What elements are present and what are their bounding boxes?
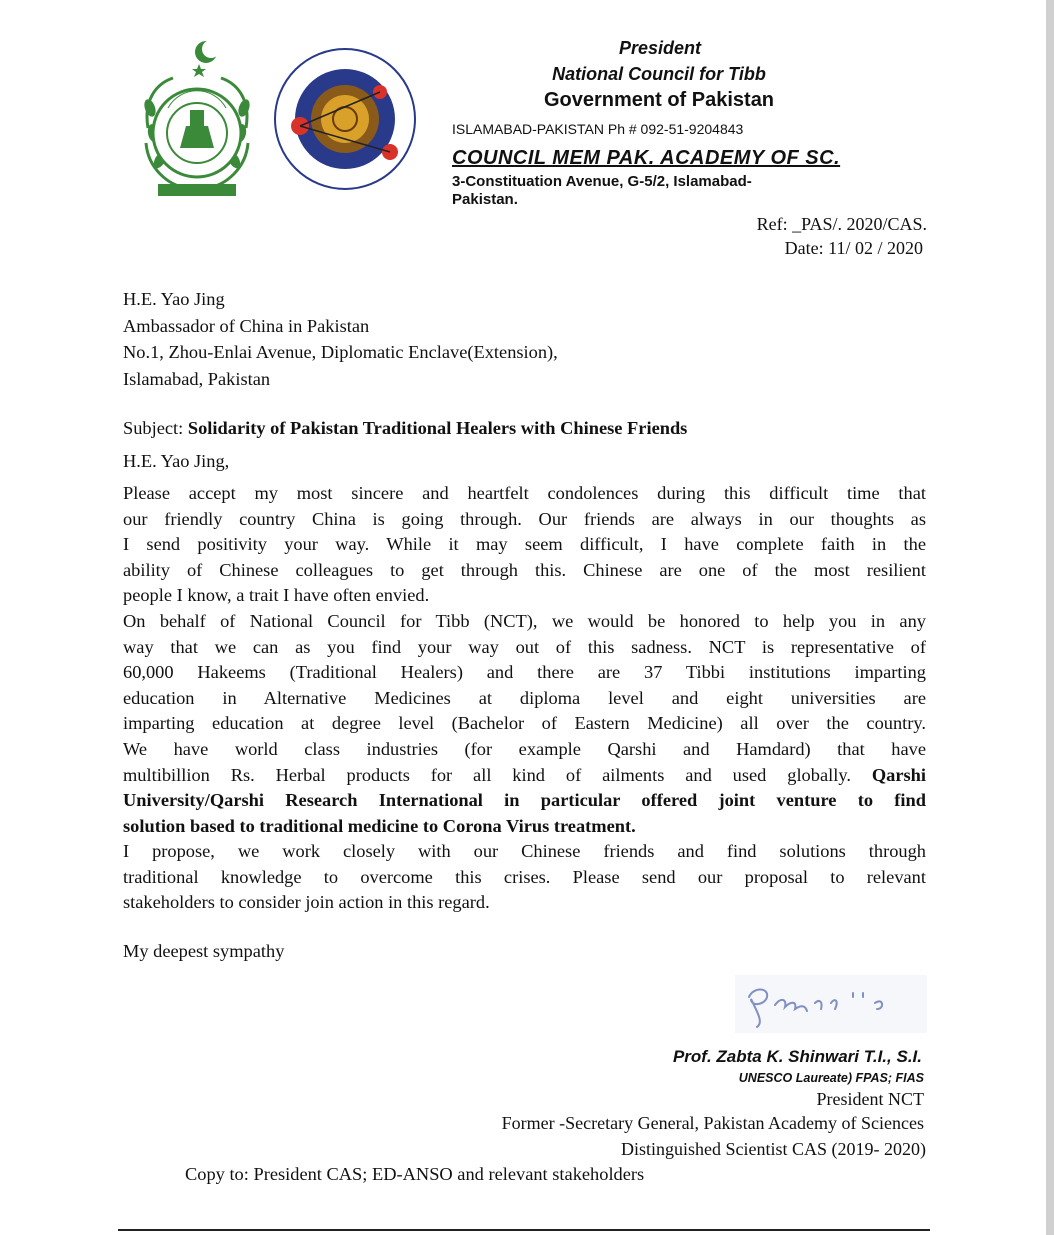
para1-line: I send positivity your way. While it may seem difficult, I have complete faith in the (123, 534, 926, 555)
para2-line: solution based to traditional medicine to Corona Virus treatment. (123, 815, 636, 836)
signatory-name: Prof. Zabta K. Shinwari T.I., S.I. (672, 1047, 922, 1066)
letterhead-title: President (618, 38, 702, 58)
nct-emblem-logo (128, 38, 266, 198)
para2-line: 60,000 Hakeems (Traditional Healers) and there are 37 Tibbi institutions imparting (123, 662, 926, 683)
para2-qarshi-word: Qarshi (871, 764, 926, 785)
copy-to-line: Copy to: President CAS; ED-ANSO and relevant stakeholders (185, 1164, 645, 1184)
para2-line: imparting education at degree level (Bachelor of Eastern Medicine) all over the country. (123, 713, 926, 734)
letterhead-phone: ISLAMABAD-PAKISTAN Ph # 092-51-9204843 (452, 121, 744, 137)
letterhead-government: Government of Pakistan (543, 89, 775, 111)
para3-line: stakeholders to consider join action in this regard. (123, 892, 490, 913)
salutation: H.E. Yao Jing, (123, 451, 230, 471)
recipient-street: No.1, Zhou-Enlai Avenue, Diplomatic Enclave(Extension), (123, 342, 558, 362)
letterhead-address-2: Pakistan. (452, 191, 518, 208)
para3-line: I propose, we work closely with our Chinese friends and find solutions through (123, 841, 926, 861)
recipient-city: Islamabad, Pakistan (123, 368, 271, 389)
letterhead-address-1: 3-Constituation Avenue, G-5/2, Islamabad- (452, 173, 752, 190)
signatory-honors: UNESCO Laureate) FPAS; FIAS (738, 1071, 924, 1085)
para2-line: University/Qarshi Research International in particular offered joint venture to find (123, 790, 926, 811)
body-paragraph-3 (123, 839, 926, 916)
para2-line: education in Alternative Medicines at diploma level and eight universities are (123, 687, 926, 708)
signatory-role-3: Distinguished Scientist CAS (2019- 2020) (621, 1139, 926, 1159)
body-paragraph-1 (123, 481, 926, 609)
letter-date: Date: 11/ 02 / 2020 (784, 238, 923, 258)
recipient-address-block (123, 286, 558, 392)
para2-line: way that we can as you find your way out of this sadness. NCT is representative of (123, 636, 926, 657)
letterhead-council: National Council for Tibb (552, 64, 766, 84)
para1-line: people I know, a trait I have often envied. (123, 585, 430, 606)
page-edge-shadow (1046, 0, 1054, 1235)
subject-text: Solidarity of Pakistan Traditional Healers with Chinese Friends (187, 418, 688, 438)
subject-label: Subject: (123, 418, 188, 438)
para3-line: traditional knowledge to overcome this crises. Please send our proposal to relevant (123, 866, 926, 887)
recipient-name: H.E. Yao Jing (123, 289, 225, 309)
letterhead-academy: COUNCIL MEM PAK. ACADEMY OF SC. (452, 147, 841, 169)
handwritten-signature (735, 975, 927, 1033)
para2-line: We have world class industries (for example Qarshi and Hamdard) that have (123, 738, 926, 759)
reference-number: Ref: _PAS/. 2020/CAS. (756, 214, 927, 234)
para2-line-text: multibillion Rs. Herbal products for all kind of ailments and used globally. (123, 764, 851, 785)
body-paragraph-2 (123, 609, 926, 839)
pas-emblem-logo (270, 44, 420, 194)
para1-line: ability of Chinese colleagues to get through this. Chinese are one of the most resilient (123, 559, 926, 580)
para1-line: Please accept my most sincere and heartfelt condolences during this difficult time that (123, 483, 926, 503)
signatory-role-2: Former -Secretary General, Pakistan Academy of Sciences (501, 1113, 924, 1133)
footer-divider (118, 1229, 930, 1231)
subject-line (123, 418, 687, 439)
para2-line: On behalf of National Council for Tibb (NCT), we would be honored to help you in any (123, 611, 926, 631)
para1-line: our friendly country China is going through. Our friends are always in our thoughts as (123, 508, 926, 529)
para2-line (123, 763, 926, 789)
closing-line: My deepest sympathy (123, 941, 285, 961)
recipient-title: Ambassador of China in Pakistan (123, 315, 370, 336)
signatory-role-1: President NCT (816, 1089, 924, 1109)
